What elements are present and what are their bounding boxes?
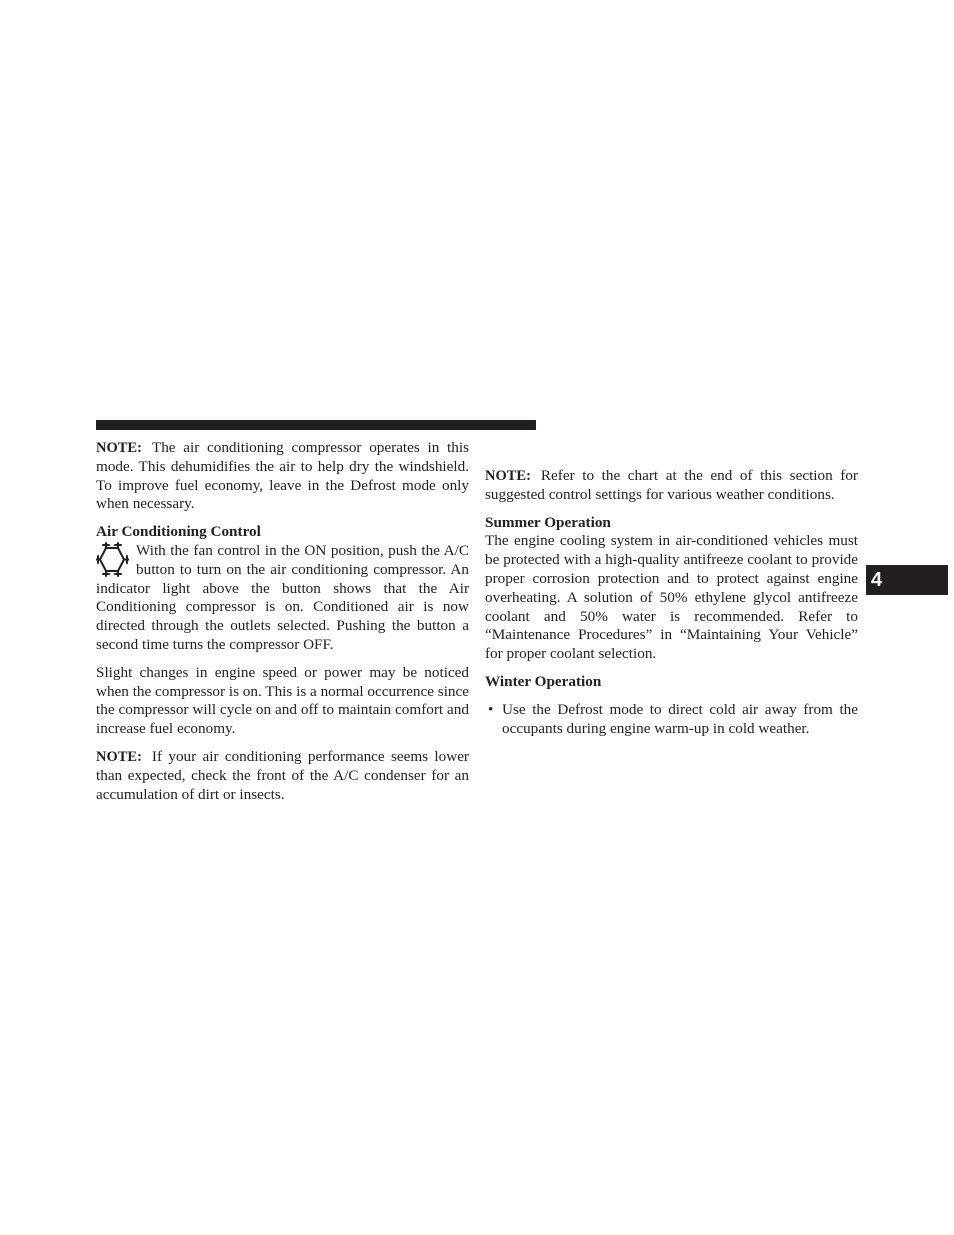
note-text: If your air conditioning performance seems lower than expected, check the front of the A/C condenser for an accumulation of dirt or insects. [96, 747, 469, 803]
list-item-text: Use the Defrost mode to direct cold air away from the occupants during engine warm-up in cold weather. [502, 700, 858, 737]
body-paragraph: Slight changes in engine speed or power may be noticed when the compressor is on. This is a normal occurrence since the compressor will cycle on and off to maintain comfort and increase fuel economy. [96, 663, 469, 738]
ac-paragraph [96, 542, 469, 655]
note-paragraph [485, 467, 858, 505]
winter-heading: Winter Operation [485, 672, 602, 690]
note-paragraph [96, 439, 469, 514]
summer-heading: Summer Operation [485, 513, 611, 531]
section-rule [96, 420, 536, 430]
left-column [96, 439, 469, 813]
chapter-tab [866, 565, 948, 595]
bullet-icon: • [488, 700, 494, 718]
ac-text: With the fan control in the ON position, push the A/C button to turn on the air conditioning compressor. An indicator light above the button shows that the Air Conditioning compressor is on. Conditioned air is now directed through the outlets selected. Pushing the button a second time turns the compressor OFF. [96, 541, 469, 653]
note-text: Refer to the chart at the end of this section for suggested control settings for various weather conditions. [485, 467, 858, 503]
note-label: NOTE: [96, 748, 142, 765]
chapter-number: 4 [871, 569, 883, 591]
summer-paragraph: The engine cooling system in air-conditioned vehicles must be protected with a high-quality antifreeze coolant to provide proper corrosion protection and to protect against engine overheating. A solution of 50% ethylene glycol antifreeze coolant and 50% water is recommended. Refer to “Maintenance Procedures” in “Maintaining Your Vehicle” for proper coolant selection. [485, 532, 858, 663]
ac-heading: Air Conditioning Control [96, 523, 261, 541]
note-text: The air conditioning compressor operates in this mode. This dehumidifies the air to help dry the windshield. To improve fuel economy, leave in the Defrost mode only when necessary. [96, 439, 469, 513]
note-label: NOTE: [485, 468, 531, 484]
snowflake-icon [96, 542, 129, 577]
right-column [485, 467, 858, 738]
note-label: NOTE: [96, 440, 142, 456]
note-paragraph [96, 748, 469, 804]
list-item [485, 701, 858, 739]
winter-bullet-list [485, 701, 858, 739]
